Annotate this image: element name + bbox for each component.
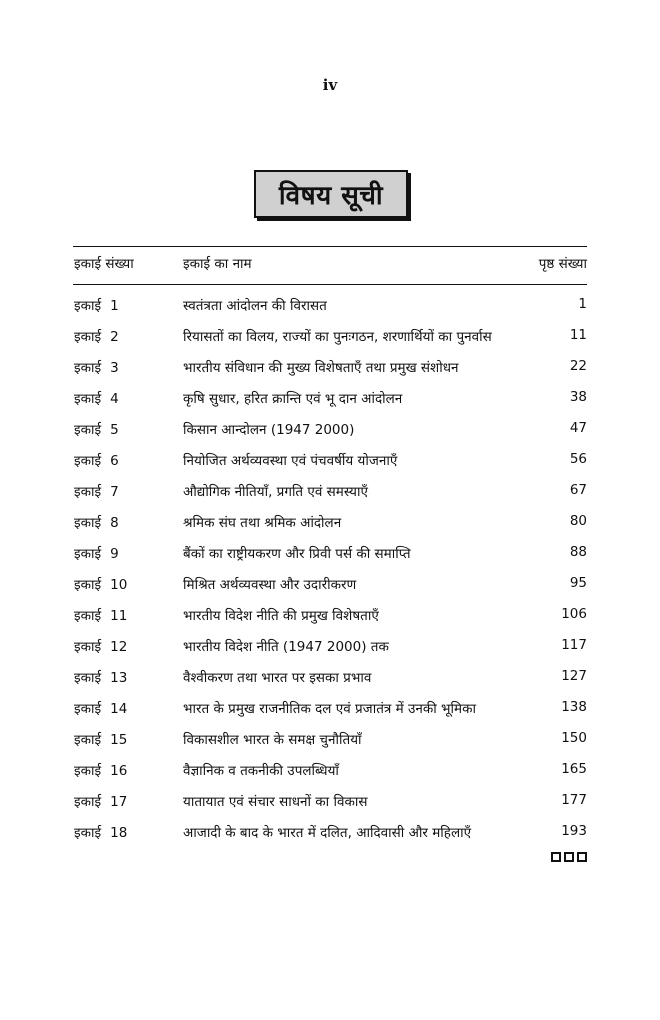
page-ref: 11 <box>569 327 587 343</box>
unit-number: 15 <box>110 732 128 748</box>
list-item <box>73 664 587 695</box>
unit-label <box>74 296 119 314</box>
unit-name: यातायात एवं संचार साधनों का विकास <box>183 794 368 810</box>
unit-name: आजादी के बाद के भारत में दलित, आदिवासी और महिलाएँ <box>183 825 472 841</box>
unit-number: 7 <box>110 484 119 500</box>
unit-label <box>74 389 119 407</box>
page-ref: 80 <box>569 513 587 529</box>
unit-word: इकाई <box>74 515 102 531</box>
header-top-rule <box>73 246 587 247</box>
unit-word: इकाई <box>74 391 102 407</box>
unit-name: कृषि सुधार, हरित क्रान्ति एवं भू दान आंदोलन <box>183 391 403 407</box>
unit-name: औद्योगिक नीतियाँ, प्रगति एवं समस्याएँ <box>183 484 368 500</box>
unit-label <box>74 327 119 345</box>
unit-word: इकाई <box>74 670 102 686</box>
header-page-number: पृष्ठ संख्या <box>538 256 587 272</box>
list-item <box>73 354 587 385</box>
page-ref: 177 <box>561 792 587 808</box>
page-ref: 106 <box>561 606 587 622</box>
page-ref: 88 <box>569 544 587 560</box>
square-icon <box>564 852 574 862</box>
unit-word: इकाई <box>74 298 102 314</box>
unit-number: 4 <box>110 391 119 407</box>
list-item <box>73 385 587 416</box>
list-item <box>73 819 587 850</box>
unit-name: रियासतों का विलय, राज्यों का पुनःगठन, शरणार्थियों का पुनर्वास <box>183 329 492 345</box>
unit-number: 2 <box>110 329 119 345</box>
unit-name: नियोजित अर्थव्यवस्था एवं पंचवर्षीय योजनाएँ <box>183 453 398 469</box>
unit-word: इकाई <box>74 329 102 345</box>
list-item <box>73 757 587 788</box>
page-ref: 38 <box>569 389 587 405</box>
unit-label <box>74 823 127 841</box>
page-ref: 165 <box>561 761 587 777</box>
page-ref: 67 <box>569 482 587 498</box>
unit-label <box>74 513 119 531</box>
list-item <box>73 571 587 602</box>
page-ref: 22 <box>569 358 587 374</box>
unit-label <box>74 420 119 438</box>
unit-label <box>74 699 127 717</box>
unit-number: 17 <box>110 794 128 810</box>
unit-word: इकाई <box>74 639 102 655</box>
list-item <box>73 695 587 726</box>
unit-number: 13 <box>110 670 128 686</box>
unit-name: वैश्वीकरण तथा भारत पर इसका प्रभाव <box>183 670 372 686</box>
unit-name: भारत के प्रमुख राजनीतिक दल एवं प्रजातंत्र में उनकी भूमिका <box>183 701 476 717</box>
page-ref: 117 <box>561 637 587 653</box>
unit-label <box>74 668 127 686</box>
unit-label <box>74 358 119 376</box>
unit-word: इकाई <box>74 484 102 500</box>
unit-name: भारतीय संविधान की मुख्य विशेषताएँ तथा प्रमुख संशोधन <box>183 360 459 376</box>
list-item <box>73 292 587 323</box>
unit-name: किसान आन्दोलन (1947 2000) <box>183 422 355 438</box>
list-item <box>73 509 587 540</box>
unit-name: भारतीय विदेश नीति (1947 2000) तक <box>183 639 389 655</box>
unit-number: 16 <box>110 763 128 779</box>
unit-label <box>74 730 127 748</box>
list-item <box>73 416 587 447</box>
unit-label <box>74 575 127 593</box>
unit-label <box>74 544 119 562</box>
unit-name: भारतीय विदेश नीति की प्रमुख विशेषताएँ <box>183 608 379 624</box>
unit-label <box>74 792 127 810</box>
unit-number: 3 <box>110 360 119 376</box>
page-ref: 138 <box>561 699 587 715</box>
list-item <box>73 633 587 664</box>
unit-name: विकासशील भारत के समक्ष चुनौतियाँ <box>183 732 362 748</box>
header-unit-name: इकाई का नाम <box>183 256 252 272</box>
header-unit-number: इकाई संख्या <box>74 256 134 272</box>
unit-name: बैंकों का राष्ट्रीयकरण और प्रिवी पर्स की समाप्ति <box>183 546 411 562</box>
unit-name: वैज्ञानिक व तकनीकी उपलब्धियाँ <box>183 763 339 779</box>
unit-word: इकाई <box>74 577 102 593</box>
unit-word: इकाई <box>74 732 102 748</box>
unit-number: 6 <box>110 453 119 469</box>
unit-name: श्रमिक संघ तथा श्रमिक आंदोलन <box>183 515 342 531</box>
contents-list <box>73 292 587 850</box>
square-icon <box>551 852 561 862</box>
page-ref: 193 <box>561 823 587 839</box>
square-icon <box>577 852 587 862</box>
unit-word: इकाई <box>74 701 102 717</box>
unit-word: इकाई <box>74 422 102 438</box>
list-item <box>73 447 587 478</box>
unit-number: 14 <box>110 701 128 717</box>
unit-word: इकाई <box>74 360 102 376</box>
list-item <box>73 726 587 757</box>
header-bottom-rule <box>73 284 587 285</box>
page-ref: 95 <box>569 575 587 591</box>
page-ref: 150 <box>561 730 587 746</box>
page-ref: 56 <box>569 451 587 467</box>
three-squares-icon <box>551 852 587 862</box>
unit-word: इकाई <box>74 546 102 562</box>
unit-label <box>74 482 119 500</box>
unit-number: 8 <box>110 515 119 531</box>
list-item <box>73 602 587 633</box>
unit-number: 12 <box>110 639 128 655</box>
unit-label <box>74 606 127 624</box>
unit-label <box>74 761 127 779</box>
list-item <box>73 540 587 571</box>
unit-word: इकाई <box>74 453 102 469</box>
unit-name: स्वतंत्रता आंदोलन की विरासत <box>183 298 327 314</box>
list-item <box>73 323 587 354</box>
list-item <box>73 478 587 509</box>
unit-number: 1 <box>110 298 119 314</box>
unit-label <box>74 637 127 655</box>
title-box <box>254 170 408 218</box>
list-item <box>73 788 587 819</box>
unit-number: 11 <box>110 608 128 624</box>
page-ref: 1 <box>578 296 587 312</box>
page-title: विषय सूची <box>278 181 384 211</box>
page-ref: 47 <box>569 420 587 436</box>
unit-number: 10 <box>110 577 128 593</box>
unit-word: इकाई <box>74 763 102 779</box>
page-ref: 127 <box>561 668 587 684</box>
unit-label <box>74 451 119 469</box>
unit-number: 9 <box>110 546 119 562</box>
unit-number: 18 <box>110 825 128 841</box>
page-number: iv <box>322 76 338 94</box>
unit-word: इकाई <box>74 825 102 841</box>
unit-word: इकाई <box>74 794 102 810</box>
unit-word: इकाई <box>74 608 102 624</box>
unit-number: 5 <box>110 422 119 438</box>
unit-name: मिश्रित अर्थव्यवस्था और उदारीकरण <box>183 577 357 593</box>
